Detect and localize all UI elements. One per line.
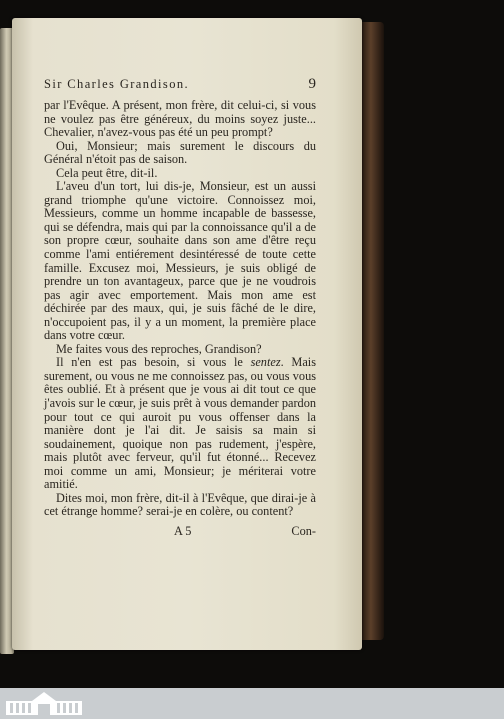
page-footer [44, 524, 316, 539]
page-header [44, 76, 316, 93]
paragraph: par l'Evêque. A présent, mon frère, dit celui-ci, si vous ne voulez pas être généreux, du moins soyez juste... Chevalier, n'avez-vous pas été un peu prompt? [44, 98, 316, 140]
body-text [44, 99, 316, 519]
paragraph: Oui, Monsieur; mais surement le discours du Général n'étoit pas de saison. [44, 138, 316, 167]
page-content [44, 76, 316, 539]
signature-mark: A 5 [174, 523, 192, 538]
paragraph: Cela peut être, dit-il. [56, 165, 158, 180]
running-head: Sir Charles Grandison. [44, 77, 190, 91]
paragraph: Il n'en est pas besoin, si vous le sentez. Mais surement, ou vous ne me connoissez pas, ou vous vous êtes oublié. Et à présent que je vous ai dit tout ce que j'avois sur le cœur, je suis prêt à vous demander pardon pour tout ce qui auroit pu vous offenser dans la manière dont je l'ai dit. Je saisis sa main si soudainement, quoique non pas rudement, j'espère, mais plutôt avec ferveur, qu'il fut étonné... Recevez moi comme un ami, Monsieur; je mériterai votre amitié. [44, 355, 316, 492]
paragraph: L'aveu d'un tort, lui dis-je, Monsieur, est un aussi grand triomphe qu'une victoire. Connoissez moi, Messieurs, comme un homme incapable de bassesse, qui se défendra, mais qui par la connoissance qu'il a de son propre cœur, souhaite dans son ame d'être reçu comme l'ami entiérement desintéressé de toute cette famille. Excusez moi, Messieurs, je suis obligé de prendre un ton avantageux, parce que je ne voudrois pas agir avec emportement. Mais mon ame est déchirée par des maux, qui, je suis fâché de le dire, n'occupoient pas, il y a un moment, la première place dans votre cœur. [44, 179, 316, 343]
library-footer-bar [0, 688, 504, 719]
catchword: Con- [291, 523, 316, 538]
book-page [12, 18, 362, 650]
book-spine [362, 22, 384, 640]
library-building-logo [4, 690, 84, 717]
page-number: 9 [308, 76, 316, 92]
paragraph: Me faites vous des reproches, Grandison? [56, 341, 262, 356]
paragraph: Dites moi, mon frère, dit-il à l'Evêque, que dirai-je à cet étrange homme? serai-je en colère, ou content? [44, 490, 316, 519]
